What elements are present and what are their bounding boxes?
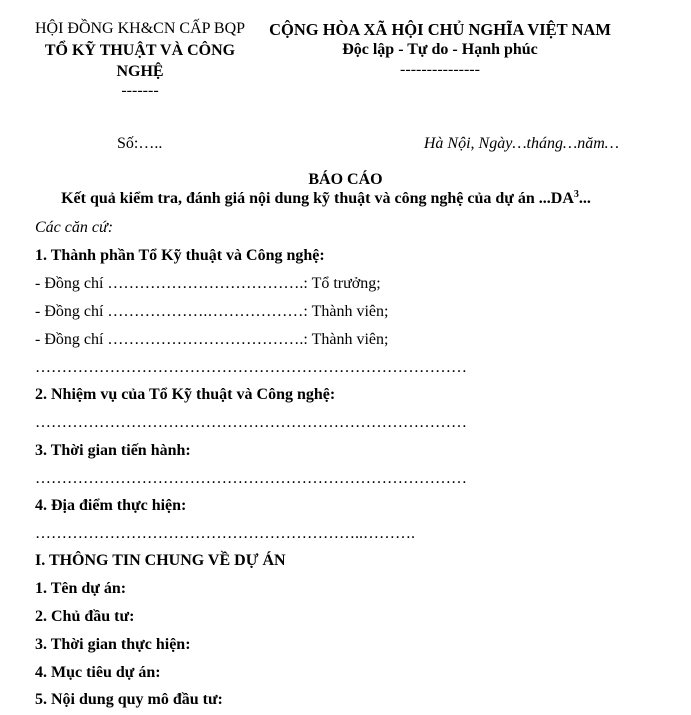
issuing-unit: TỔ KỸ THUẬT VÀ CÔNG NGHỆ (44, 42, 236, 80)
member-line: - Đồng chí ……………………………….: Tổ trưởng; (35, 275, 381, 292)
subtitle-suffix: ... (578, 190, 591, 207)
section-1-title: 1. Thành phần Tổ Kỹ thuật và Công nghệ: (35, 247, 325, 264)
motto-separator: --------------- (400, 61, 480, 78)
document-number: Số:….. (117, 135, 163, 152)
place-and-date: Hà Nội, Ngày…tháng…năm… (423, 135, 619, 152)
subtitle-superscript: 3 (573, 189, 579, 200)
info-item: 1. Tên dự án: (35, 580, 127, 597)
info-item: 4. Mục tiêu dự án: (35, 664, 161, 681)
dotted-fill-line: ……………………………………………………..………. (35, 525, 415, 542)
info-item: 2. Chủ đầu tư: (35, 608, 135, 625)
member-line: - Đồng chí ……………….………………: Thành viên; (35, 303, 389, 320)
basis-label: Các căn cứ: (35, 219, 114, 236)
info-item: 3. Thời gian thực hiện: (35, 636, 191, 653)
organization-separator: ------- (121, 82, 159, 99)
issuing-organization (30, 20, 250, 100)
subtitle-text: Kết quả kiểm tra, đánh giá nội dung kỹ thuật và công nghệ của dự án ...DA (61, 190, 574, 207)
section-2-title: 2. Nhiệm vụ của Tổ Kỹ thuật và Công nghệ: (35, 386, 336, 403)
document-title: BÁO CÁO (308, 171, 383, 188)
parent-organization: HỘI ĐỒNG KH&CN CẤP BQP (34, 20, 246, 37)
member-line: - Đồng chí ……………………………….: Thành viên; (35, 331, 389, 348)
info-item: 5. Nội dung quy mô đầu tư: (35, 691, 223, 708)
dotted-fill-line: ……………………………………………………………………… (35, 359, 467, 376)
part-1-title: I. THÔNG TIN CHUNG VỀ DỰ ÁN (35, 552, 286, 569)
section-4-title: 4. Địa điểm thực hiện: (35, 497, 187, 514)
dotted-fill-line: ……………………………………………………………………… (35, 414, 467, 431)
national-heading (250, 20, 630, 80)
nation-name: CỘNG HÒA XÃ HỘI CHỦ NGHĨA VIỆT NAM (269, 20, 611, 39)
section-3-title: 3. Thời gian tiến hành: (35, 442, 191, 459)
dotted-fill-line: ……………………………………………………………………… (35, 470, 467, 487)
document-subtitle (0, 190, 652, 208)
national-motto: Độc lập - Tự do - Hạnh phúc (342, 41, 538, 58)
